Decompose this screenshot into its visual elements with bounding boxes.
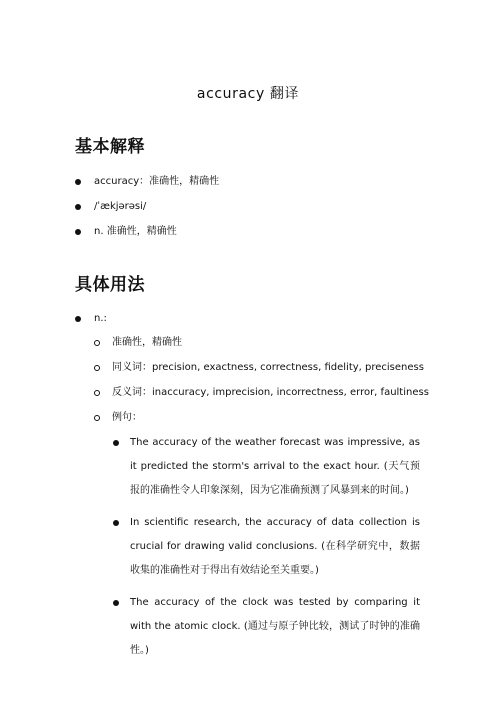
bullet-dot [75, 229, 81, 235]
usage-examples-label: 例句： [112, 412, 142, 423]
basic-item-pos: n. 准确性，精确性 [94, 226, 177, 237]
bullet-circle [94, 390, 100, 396]
bullet-circle [94, 365, 100, 371]
example-sentence: The accuracy of the weather forecast was impressive, as it predicted the storm's arrival to the exact hour. (天气预报的准确性令人印象深刻，因为它准确预测了风暴到来的时间。) [130, 437, 420, 496]
usage-meaning: 准确性，精确性 [112, 337, 182, 348]
bullet-dot [113, 520, 119, 526]
heading-usage: 具体用法 [75, 275, 145, 295]
usage-synonyms: 同义词：precision, exactness, correctness, fidelity, preciseness [112, 362, 424, 373]
bullet-dot [75, 204, 81, 210]
bullet-dot [75, 179, 81, 185]
usage-antonyms: 反义词：inaccuracy, imprecision, incorrectness, error, faultiness [112, 387, 429, 398]
bullet-dot [113, 440, 119, 446]
bullet-circle [94, 340, 100, 346]
usage-pos-label: n.: [94, 313, 107, 324]
heading-basic-meaning: 基本解释 [75, 137, 145, 157]
basic-item-pronunciation: /ˈækjərəsi/ [94, 201, 147, 212]
document-title: accuracy 翻译 [196, 86, 300, 102]
basic-item-definition: accuracy：准确性，精确性 [94, 176, 220, 187]
example-sentence: The accuracy of the clock was tested by comparing it with the atomic clock. (通过与原子钟比较，测试了时钟的准确性。) [130, 597, 420, 656]
example-sentence: In scientific research, the accuracy of data collection is crucial for drawing valid conclusions. (在科学研究中，数据收集的准确性对于得出有效结论至关重要。) [130, 517, 420, 576]
bullet-dot [75, 316, 81, 322]
bullet-circle [94, 415, 100, 421]
bullet-dot [113, 600, 119, 606]
